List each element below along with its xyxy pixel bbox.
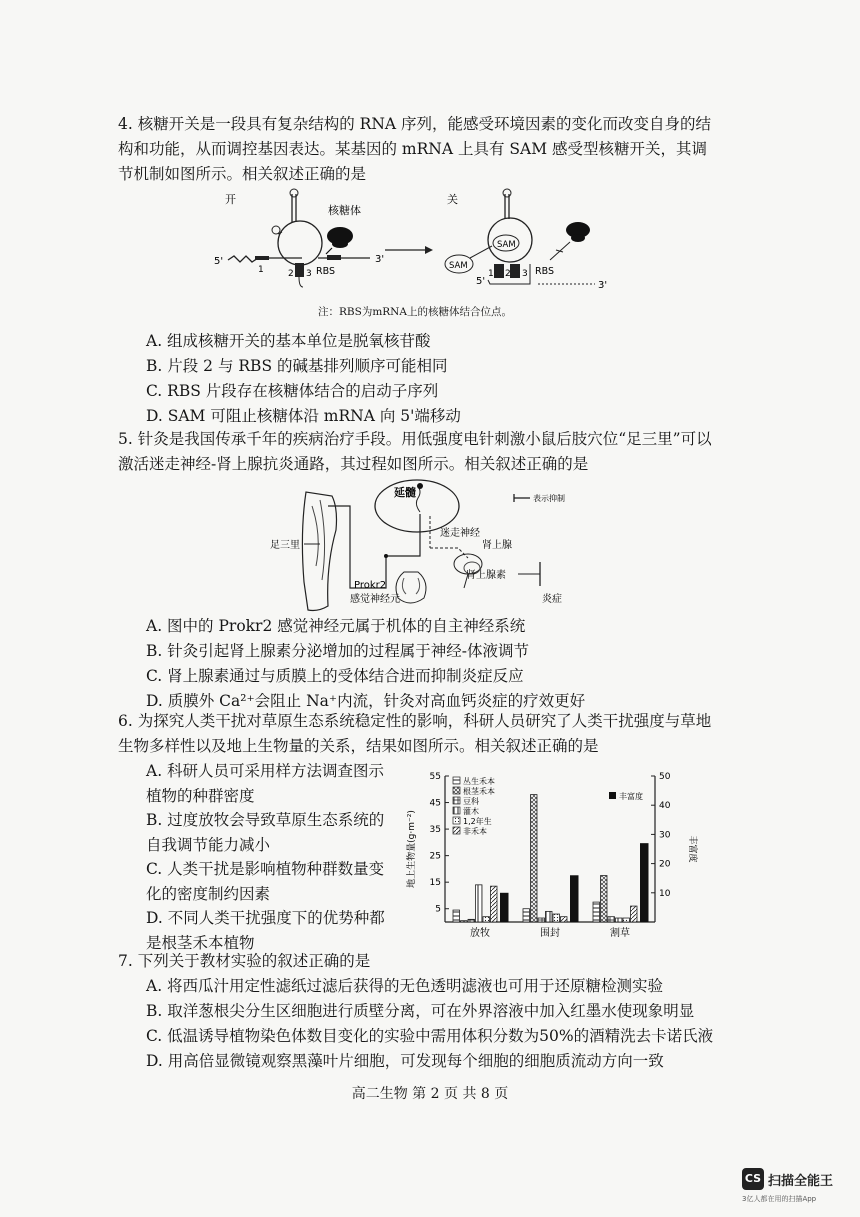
riboswitch-diagram xyxy=(200,188,620,300)
svg-text:Prokr2: Prokr2 xyxy=(354,580,387,591)
option-c: C. 肾上腺素通过与质膜上的受体结合进而抑制炎症反应 xyxy=(146,667,524,685)
option-b: B. 针灸引起肾上腺素分泌增加的过程属于神经-体液调节 xyxy=(146,642,529,660)
option-d: D. 质膜外 Ca²⁺会阻止 Na⁺内流，针灸对高血钙炎症的疗效更好 xyxy=(146,692,586,710)
bar xyxy=(608,917,615,922)
y2-tick-label: 20 xyxy=(659,859,671,870)
page-footer: 高二生物 第 2 页 共 8 页 xyxy=(351,1086,509,1102)
y2-axis-label: 丰富度 xyxy=(687,835,697,863)
legend-label: 非禾本 xyxy=(463,827,487,836)
richness-bar xyxy=(640,843,649,922)
bar xyxy=(523,909,530,922)
brand-name: 扫描全能王 xyxy=(768,1174,834,1189)
svg-text:肾上腺: 肾上腺 xyxy=(482,540,512,551)
svg-text:5': 5' xyxy=(476,276,486,287)
legend-swatch xyxy=(453,817,460,824)
scanner-watermark xyxy=(742,1168,842,1208)
svg-text:SAM: SAM xyxy=(449,261,468,271)
option-c: C. RBS 片段存在核糖体结合的启动子序列 xyxy=(146,382,439,400)
y-axis-label: 地上生物量(g·m⁻²) xyxy=(407,810,417,888)
bar xyxy=(561,917,568,922)
legend-label: 灌木 xyxy=(463,807,479,816)
bar xyxy=(461,921,468,922)
svg-text:延髓: 延髓 xyxy=(394,486,416,499)
question-4-options xyxy=(118,329,718,429)
bar xyxy=(476,885,483,922)
option-d: D. 不同人类干扰强度下的优势种都是根茎禾本植物 xyxy=(146,909,385,952)
bar xyxy=(631,906,638,922)
biomass-chart xyxy=(400,766,710,946)
option-a: A. 科研人员可采用样方法调查图示植物的种群密度 xyxy=(146,762,385,805)
legend-swatch xyxy=(453,797,460,804)
question-stem: 5. 针灸是我国传承千年的疾病治疗手段。用低强度电针刺激小鼠后肢穴位“足三里”可以激活迷走神经-肾上腺抗炎通路，其过程如图所示。相关叙述正确的是 xyxy=(118,430,712,473)
legend-label: 豆科 xyxy=(463,797,479,806)
legend-swatch xyxy=(453,807,460,814)
legend-swatch xyxy=(453,827,460,834)
option-c: C. 人类干扰是影响植物种群数量变化的密度制约因素 xyxy=(146,860,385,903)
legend-swatch xyxy=(453,787,460,794)
y-tick-label: 15 xyxy=(429,878,441,889)
question-4 xyxy=(118,112,718,187)
x-tick-label: 放牧 xyxy=(470,928,490,939)
label-on: 开 xyxy=(225,193,236,206)
bar xyxy=(601,876,608,922)
svg-text:2: 2 xyxy=(505,269,511,279)
option-b: B. 过度放牧会导致草原生态系统的自我调节能力减小 xyxy=(146,811,385,854)
y-tick-label: 35 xyxy=(429,825,441,836)
bar xyxy=(593,902,600,922)
option-b: B. 取洋葱根尖分生区细胞进行质壁分离，可在外界溶液中加入红墨水使现象明显 xyxy=(146,1002,695,1020)
acupuncture-diagram xyxy=(268,476,598,616)
question-5 xyxy=(118,427,718,477)
bar xyxy=(491,886,498,922)
question-stem: 7. 下列关于教材实验的叙述正确的是 xyxy=(118,952,371,970)
richness-bar xyxy=(500,893,509,922)
question-6 xyxy=(118,709,718,759)
svg-text:SAM: SAM xyxy=(497,240,516,250)
svg-text:表示抑制: 表示抑制 xyxy=(533,494,565,503)
legend-swatch xyxy=(453,777,460,784)
question-5-options xyxy=(118,614,718,714)
svg-text:1: 1 xyxy=(258,265,264,275)
figure-note: 注：RBS为mRNA上的核糖体结合位点。 xyxy=(318,306,512,318)
svg-text:足三里: 足三里 xyxy=(270,540,300,551)
bar xyxy=(616,918,623,922)
svg-text:3: 3 xyxy=(306,269,312,279)
option-a: A. 组成核糖开关的基本单位是脱氧核苷酸 xyxy=(146,332,431,350)
svg-text:炎症: 炎症 xyxy=(542,594,562,605)
option-a: A. 将西瓜汁用定性滤纸过滤后获得的无色透明滤液也可用于还原糖检测实验 xyxy=(146,977,664,995)
option-a: A. 图中的 Prokr2 感觉神经元属于机体的自主神经系统 xyxy=(146,617,526,635)
y-tick-label: 5 xyxy=(435,904,441,915)
y-tick-label: 55 xyxy=(429,772,441,782)
svg-text:3: 3 xyxy=(522,269,528,279)
svg-text:感觉神经元: 感觉神经元 xyxy=(350,594,400,605)
svg-text:3': 3' xyxy=(375,254,385,265)
option-d: D. SAM 可阻止核糖体沿 mRNA 向 5'端移动 xyxy=(146,407,461,425)
legend-label: 根茎禾本 xyxy=(463,787,495,796)
question-stem: 6. 为探究人类干扰对草原生态系统稳定性的影响，科研人员研究了人类干扰强度与草地生物多样性以及地上生物量的关系，结果如图所示。相关叙述正确的是 xyxy=(118,712,712,755)
option-b: B. 片段 2 与 RBS 的碱基排列顺序可能相同 xyxy=(146,357,448,375)
question-stem: 4. 核糖开关是一段具有复杂结构的 RNA 序列，能感受环境因素的变化而改变自身的结构和功能，从而调控基因表达。某基因的 mRNA 上具有 SAM 感受型核糖开关，其调节机制如图所示。相关叙述正确的是 xyxy=(118,115,711,183)
brand-tagline: 3亿人都在用的扫描App xyxy=(742,1195,817,1203)
question-6-options xyxy=(118,759,388,955)
svg-text:3': 3' xyxy=(598,280,608,291)
svg-text:1: 1 xyxy=(488,269,494,279)
cs-logo-icon: CS xyxy=(742,1168,764,1190)
y2-tick-label: 40 xyxy=(659,801,671,812)
bar xyxy=(483,917,490,922)
legend-label: 丰富度 xyxy=(619,792,643,801)
y-tick-label: 45 xyxy=(429,798,441,809)
option-c: C. 低温诱导植物染色体数目变化的实验中需用体积分数为50%的酒精洗去卡诺氏液 xyxy=(146,1027,714,1045)
bar xyxy=(531,795,538,922)
legend-label: 丛生禾本 xyxy=(463,777,495,786)
svg-text:RBS: RBS xyxy=(316,266,335,277)
y2-tick-label: 10 xyxy=(659,888,671,899)
option-d: D. 用高倍显微镜观察黑藻叶片细胞，可发现每个细胞的细胞质流动方向一致 xyxy=(146,1052,664,1070)
svg-text:RBS: RBS xyxy=(535,266,554,277)
svg-text:迷走神经: 迷走神经 xyxy=(440,528,480,539)
svg-text:肾上腺素: 肾上腺素 xyxy=(466,570,506,581)
x-tick-label: 割草 xyxy=(610,928,630,939)
bar xyxy=(623,918,630,922)
five-prime-left: 5' xyxy=(214,256,224,267)
svg-text:2: 2 xyxy=(288,269,294,279)
question-7 xyxy=(118,949,738,1074)
x-tick-label: 围封 xyxy=(540,928,560,939)
bar xyxy=(546,911,553,922)
bar xyxy=(468,919,475,922)
bar xyxy=(538,918,545,922)
y2-tick-label: 50 xyxy=(659,772,671,782)
bar xyxy=(553,914,560,922)
label-off: 关 xyxy=(447,193,458,206)
y-tick-label: 25 xyxy=(429,851,441,862)
legend-swatch xyxy=(609,792,616,799)
legend-label: 1,2年生 xyxy=(463,817,492,826)
bar xyxy=(453,910,460,922)
y2-tick-label: 30 xyxy=(659,830,671,841)
ribosome-label: 核糖体 xyxy=(328,204,361,217)
richness-bar xyxy=(570,875,579,922)
